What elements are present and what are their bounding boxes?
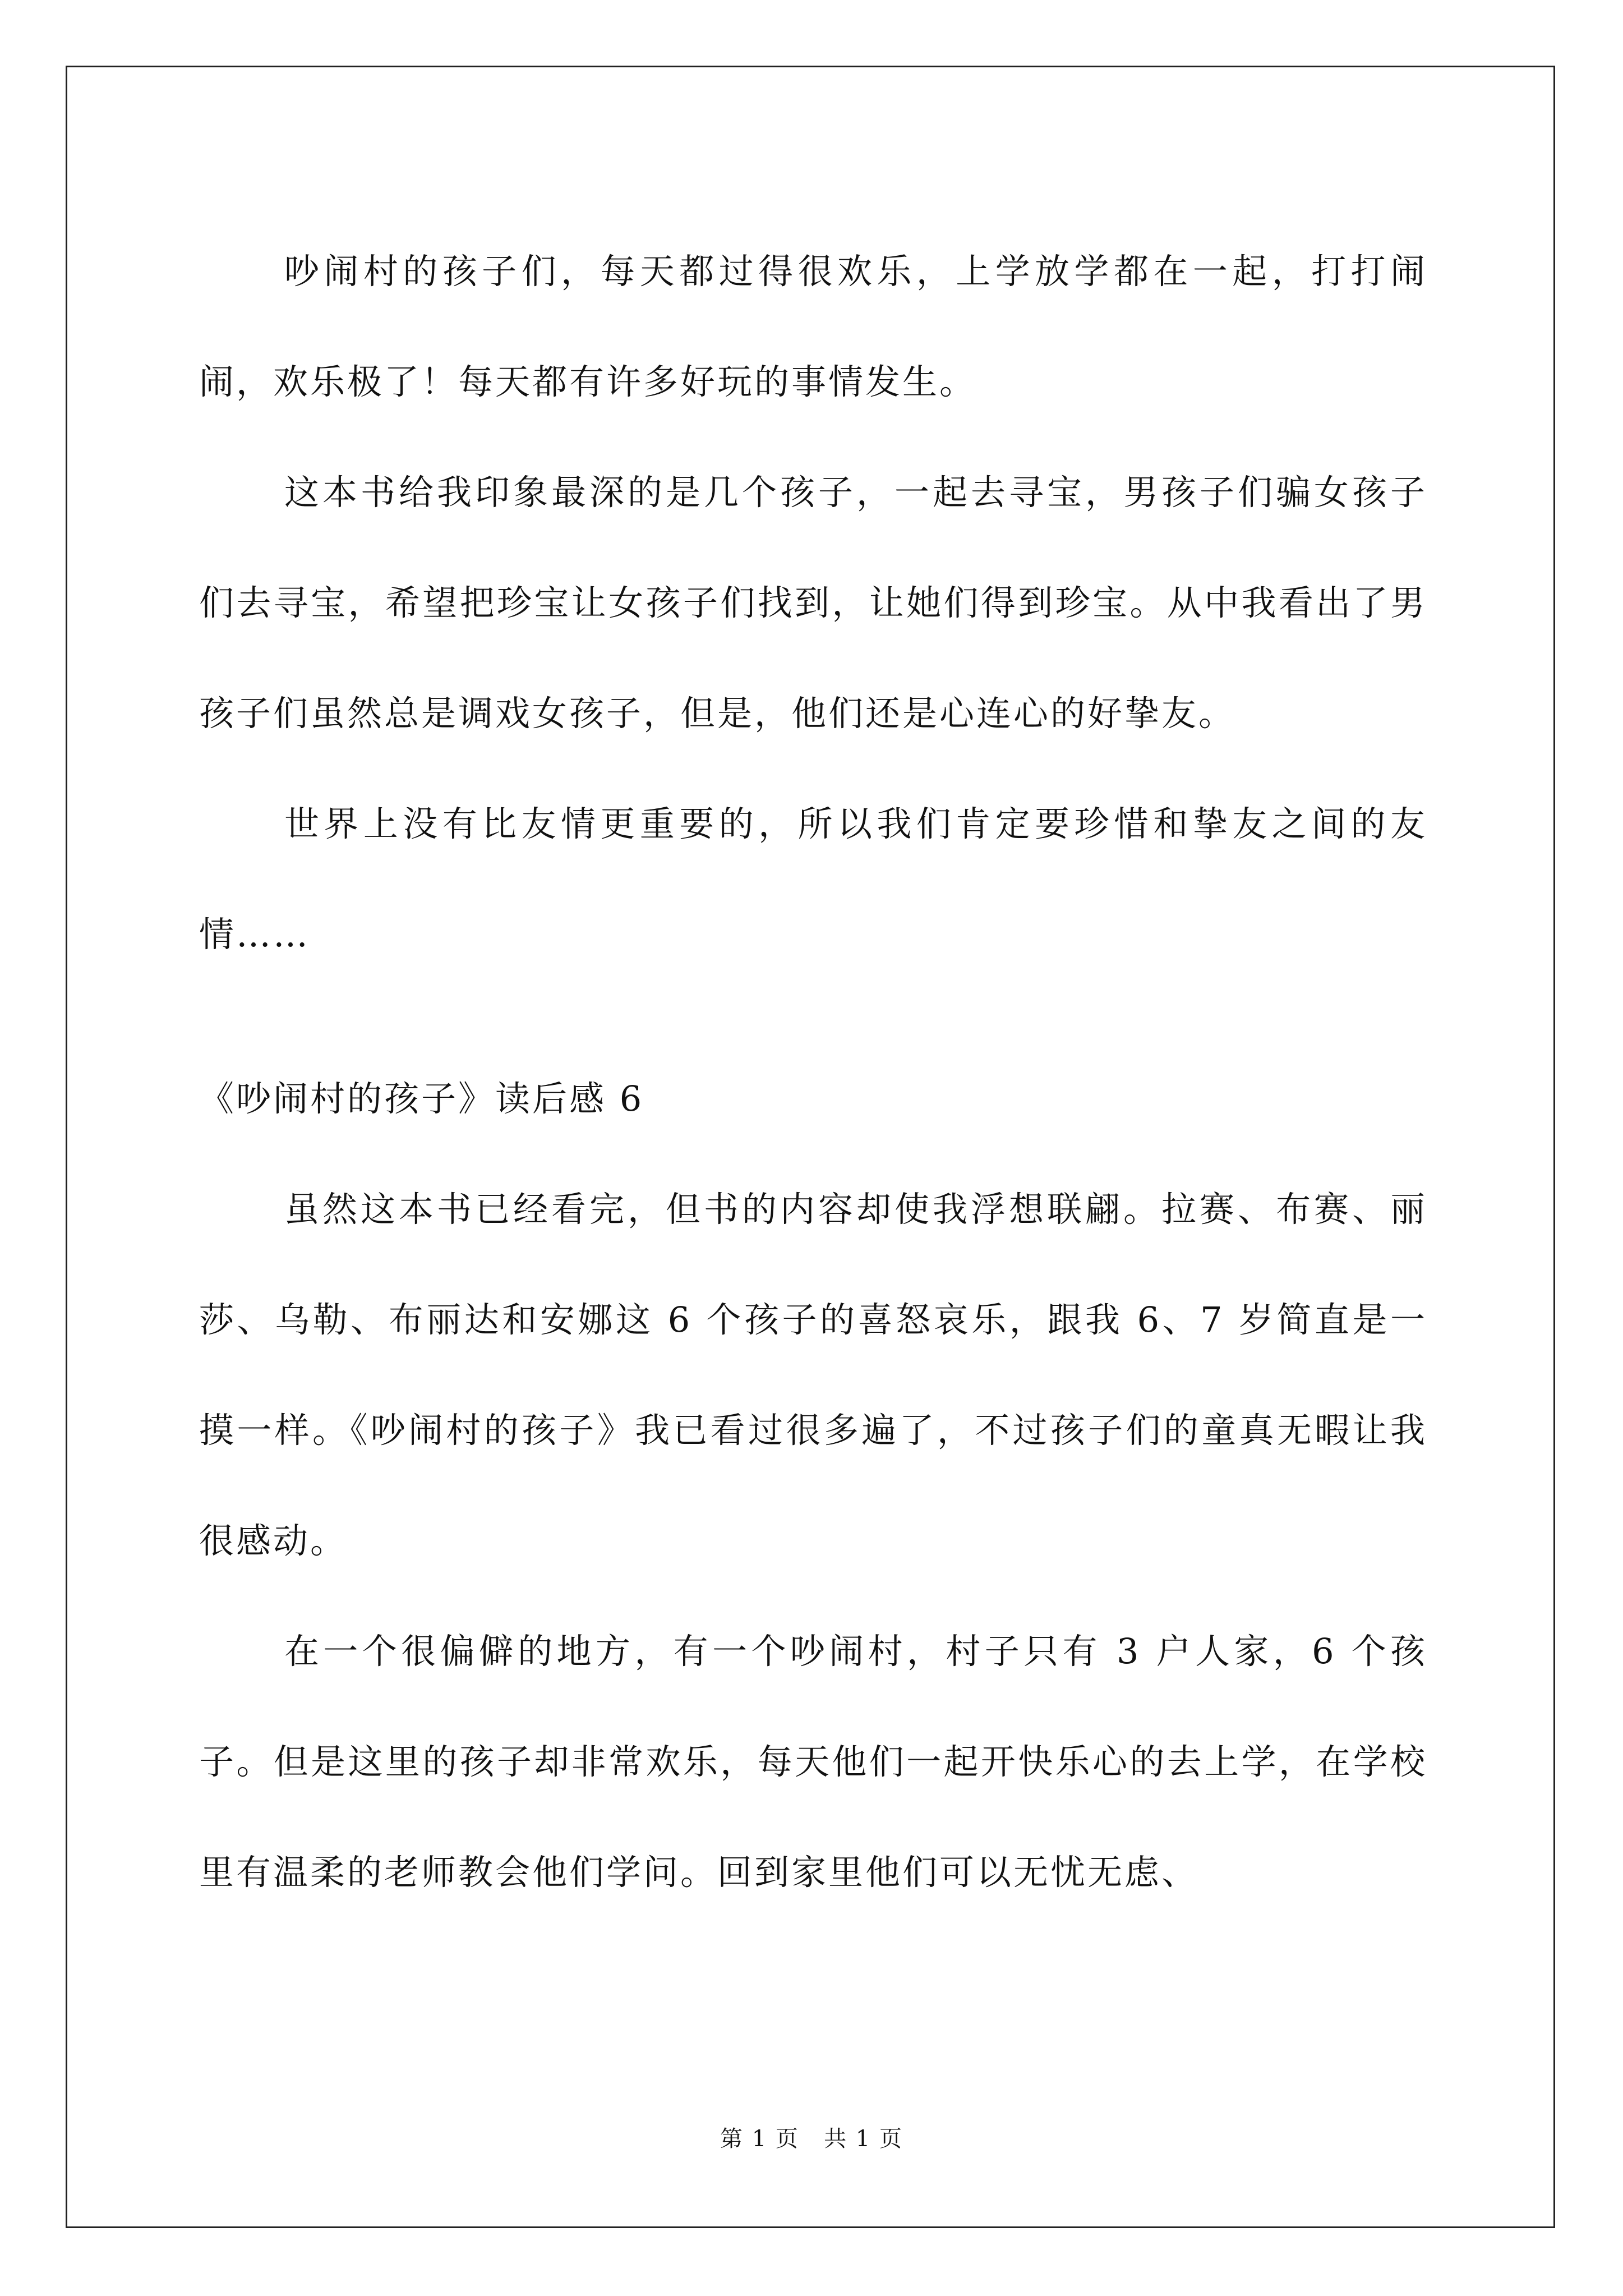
paragraph-1: 吵闹村的孩子们，每天都过得很欢乐，上学放学都在一起，打打闹闹，欢乐极了！每天都有许多好玩的事情发生。 [199,251,1427,402]
document-body [199,216,1427,1927]
paragraph-2: 这本书给我印象最深的是几个孩子，一起去寻宝，男孩子们骗女孩子们去寻宝，希望把珍宝让女孩子们找到，让她们得到珍宝。从中我看出了男孩子们虽然总是调戏女孩子，但是，他们还是心连心的好挚友。 [199,472,1427,734]
paragraph-3: 世界上没有比友情更重要的，所以我们肯定要珍惜和挚友之间的友情…… [199,803,1427,955]
page-number-footer: 第 1 页 共 1 页 [720,2126,903,2152]
section-title: 《吵闹村的孩子》读后感 6 [199,1078,644,1119]
paragraph-5: 在一个很偏僻的地方，有一个吵闹村，村子只有 3 户人家，6 个孩子。但是这里的孩子却非常欢乐，每天他们一起开快乐心的去上学，在学校里有温柔的老师教会他们学问。回到家里他们可以无忧无虑、 [199,1631,1427,1893]
paragraph-4: 虽然这本书已经看完，但书的内容却使我浮想联翩。拉赛、布赛、丽莎、乌勒、布丽达和安娜这 6 个孩子的喜怒哀乐，跟我 6、7 岁简直是一摸一样。《吵闹村的孩子》我已看过很多遍了，不过孩子们的童真无暇让我很感动。 [199,1189,1427,1561]
